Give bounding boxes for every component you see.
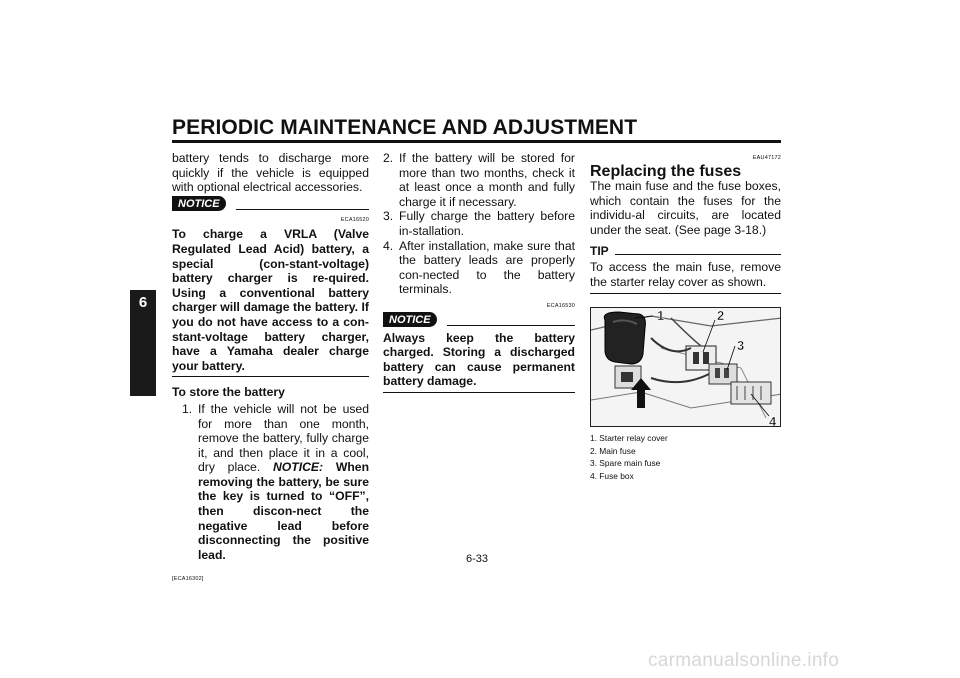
notice-rule — [447, 325, 575, 326]
callout-3: 3 — [737, 338, 745, 353]
tip-rule — [615, 254, 781, 255]
header-rule — [172, 140, 781, 143]
inline-notice-text: When removing the battery, be sure the key is turned to “OFF”, then discon-nect the negative lead before disconnecting the positive lead. — [198, 460, 370, 562]
caption-item: 2. Main fuse — [590, 445, 636, 456]
fuse-location-figure — [590, 307, 781, 427]
caption-item: 4. Fuse box — [590, 470, 634, 481]
callout-1: 1 — [657, 308, 665, 323]
notice-code: ECA16520 — [340, 216, 369, 223]
intro-text: battery tends to discharge more quickly if the vehicle is equipped with optional electrical accessories. — [172, 151, 369, 195]
column-2 — [383, 151, 575, 393]
notice-badge: NOTICE — [383, 312, 437, 327]
notice-code: ECA16530 — [546, 302, 575, 309]
notice-text: Always keep the battery charged. Storing a discharged battery can cause permanent battery damage. — [383, 330, 575, 389]
step-text: If the vehicle will not be used for more than one month, remove the battery, fully charge it, and then place it in a cool, dry place. — [198, 401, 369, 475]
notice-end-rule — [172, 376, 369, 377]
column-3 — [590, 151, 781, 321]
notice-header — [383, 312, 575, 327]
notice-badge: NOTICE — [172, 196, 226, 211]
engine-photo-illustration — [591, 308, 781, 427]
section-code: EAU47172 — [752, 155, 781, 161]
figure-captions — [590, 432, 668, 482]
section-tab: 6 — [130, 290, 156, 396]
list-item — [172, 402, 369, 563]
notice-rule — [236, 209, 369, 210]
list-item — [383, 151, 575, 209]
notice-text: To charge a VRLA (Valve Regulated Lead Acid) battery, a special (con-stant-voltage) battery charger is re-quired. Using a conventional battery charger will damage the battery. If you do not have access to a con-stant-voltage battery charger, have a Yamaha dealer charge your battery. — [172, 227, 369, 373]
step-number: 3. — [383, 209, 394, 224]
column-1 — [172, 151, 369, 587]
section-heading: Replacing the fuses — [590, 162, 742, 180]
inline-notice-label: NOTICE: — [272, 460, 324, 475]
notice-header — [172, 196, 369, 211]
step-code: [ECA16302] — [172, 576, 204, 583]
callout-2: 2 — [717, 308, 725, 323]
page-number: 6-33 — [466, 553, 489, 565]
list-item — [383, 239, 575, 297]
section-body: The main fuse and the fuse boxes, which contain the fuses for the individu-al circuits, are located under the seat. (See page 3-18.) — [590, 179, 781, 237]
step-number: 4. — [383, 238, 394, 253]
step-text: Fully charge the battery before in-stallation. — [399, 209, 575, 238]
step-text: After installation, make sure that the battery leads are properly con-nected to the battery terminals. — [399, 238, 575, 297]
watermark: carmanualsonline.info — [648, 650, 840, 671]
page-title: PERIODIC MAINTENANCE AND ADJUSTMENT — [172, 116, 638, 139]
step-text: If the battery will be stored for more than two months, check it at least once a month and fully charge it if necessary. — [399, 151, 575, 209]
store-battery-heading: To store the battery — [172, 385, 285, 400]
tip-end-rule — [590, 293, 781, 294]
tip-text: To access the main fuse, remove the starter relay cover as shown. — [590, 260, 781, 289]
tip-label: TIP — [590, 243, 609, 258]
step-number: 2. — [383, 151, 394, 165]
caption-item: 1. Starter relay cover — [590, 433, 668, 443]
caption-item: 3. Spare main fuse — [590, 458, 661, 469]
step-number: 1. — [182, 401, 193, 416]
notice-end-rule — [383, 392, 575, 393]
callout-4: 4 — [769, 414, 777, 427]
tip-header — [590, 244, 781, 259]
list-item — [383, 209, 575, 238]
